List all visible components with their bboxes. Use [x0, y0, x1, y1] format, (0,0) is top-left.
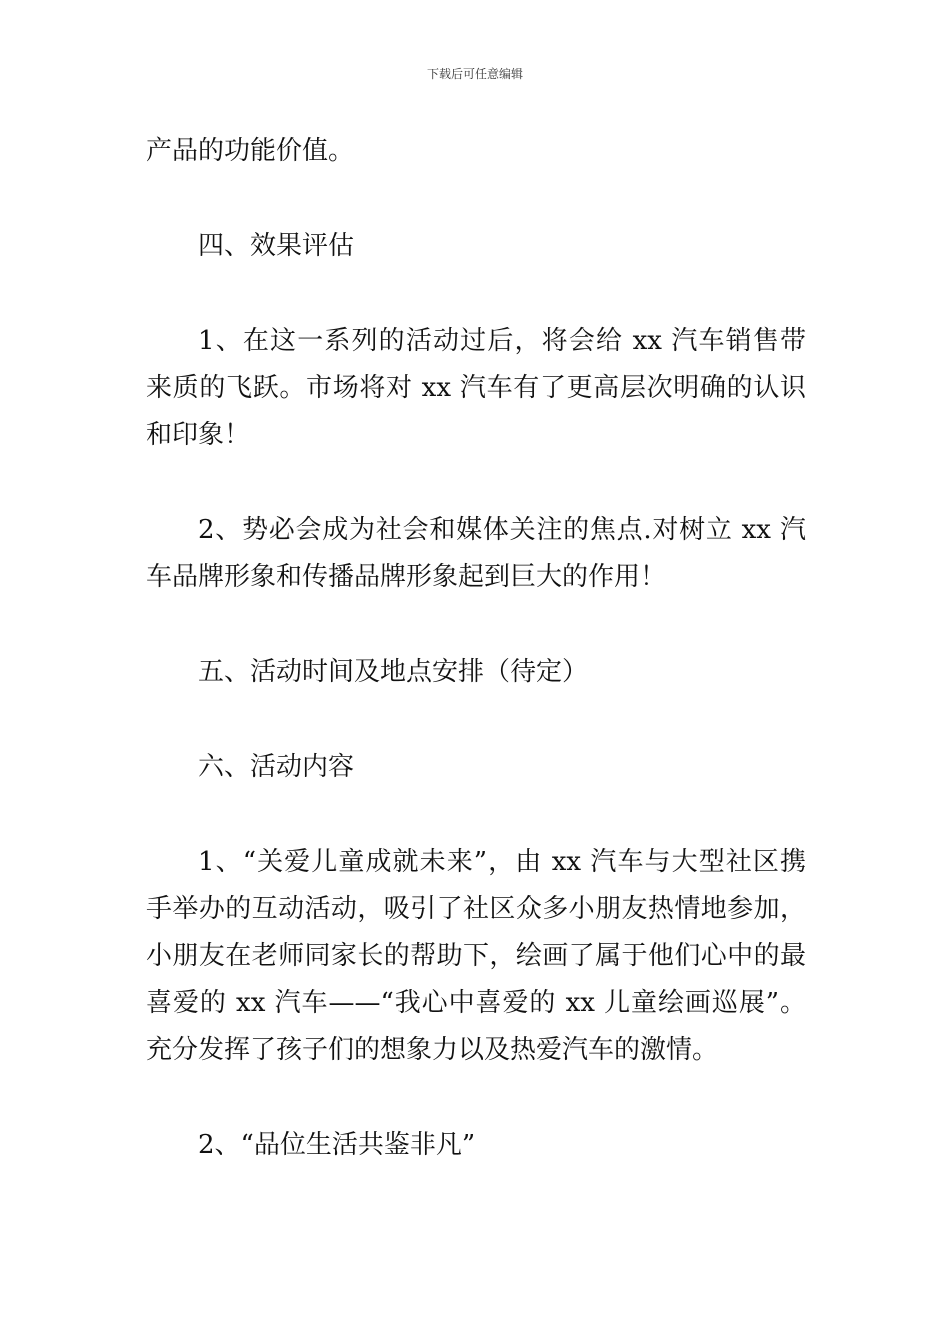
- paragraph-activity-1: 1、“关爱儿童成就未来”，由 xx 汽车与大型社区携手举办的互动活动，吸引了社区众多小朋友热情地参加，小朋友在老师同家长的帮助下，绘画了属于他们心中的最喜爱的 xx 汽车——“我心中喜爱的 xx 儿童绘画巡展”。充分发挥了孩子们的想象力以及热爱汽车的激情。: [146, 847, 806, 1065]
- paragraph-evaluation-2: 2、势必会成为社会和媒体关注的焦点.对树立 xx 汽车品牌形象和传播品牌形象起到巨大的作用！: [146, 515, 806, 592]
- paragraph-activity-2: 2、“品位生活共鉴非凡”: [198, 1130, 476, 1160]
- paragraph-product-value: 产品的功能价值。: [146, 136, 355, 166]
- heading-activity-content: 六、活动内容: [198, 752, 355, 782]
- document-body: [146, 128, 806, 1169]
- header-note: 下载后可任意编辑: [426, 67, 523, 81]
- heading-effect-evaluation: 四、效果评估: [198, 231, 355, 261]
- paragraph-evaluation-1: 1、在这一系列的活动过后，将会给 xx 汽车销售带来质的飞跃。市场将对 xx 汽车有了更高层次明确的认识和印象！: [146, 326, 806, 450]
- heading-time-location: 五、活动时间及地点安排（待定）: [198, 657, 589, 687]
